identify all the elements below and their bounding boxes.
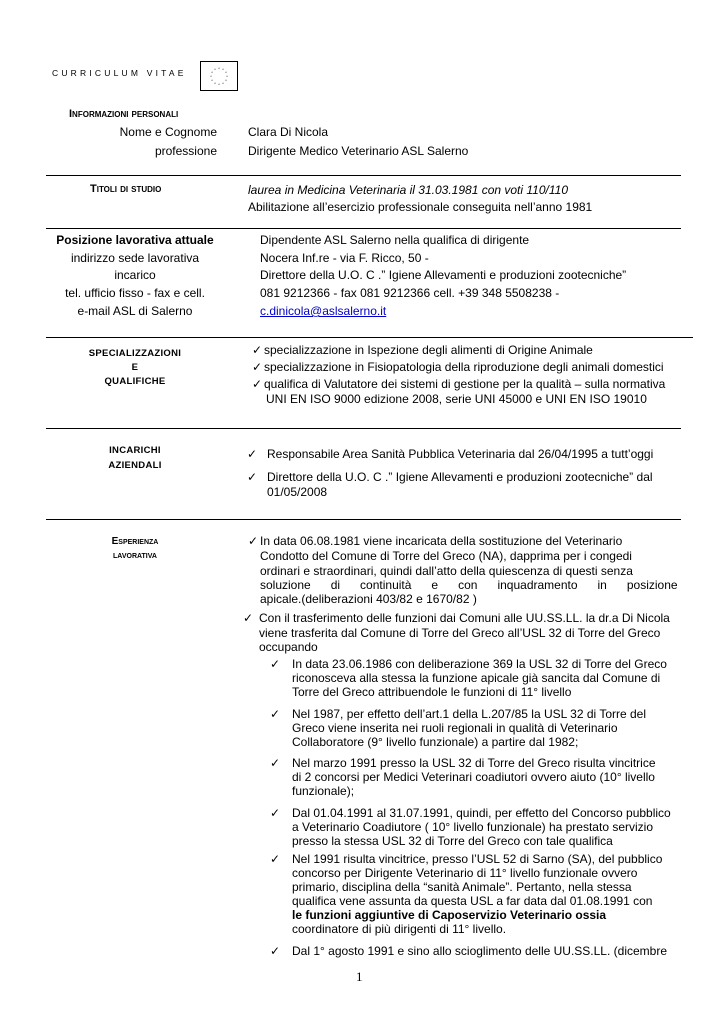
svg-text:*: * <box>211 78 213 83</box>
sub4-line-2: a Veterinario Coadiutore ( 10° livello funzionale) ha prestato servizio <box>292 820 653 834</box>
titoli-line-1: laurea in Medicina Veterinaria il 31.03.1981 con voti 110/110 <box>248 183 568 197</box>
divider-1 <box>46 175 681 176</box>
check-icon: ✓ <box>270 944 281 958</box>
sub3-line-2: di 2 concorsi per Medici Veterinari coadiutori ovvero aiuto (10° livello <box>292 770 655 784</box>
section-titoli: Titoli di studio <box>90 183 162 195</box>
posizione-value-3: Direttore della U.O. C .” Igiene Allevamenti e produzioni zootecniche” <box>260 268 627 282</box>
check-icon: ✓ <box>270 657 281 671</box>
sub3-line-3: funzionale); <box>292 784 355 798</box>
sub2-line-1: ✓ Nel 1987, per effetto dell’art.1 della L.207/85 la USL 32 di Torre del <box>270 707 647 721</box>
divider-2 <box>46 228 681 229</box>
posizione-label-2: incarico <box>114 268 156 282</box>
spec-item-1: ✓ specializzazione in Ispezione degli alimenti di Origine Animale <box>252 343 593 357</box>
spec-item-2: ✓ specializzazione in Fisiopatologia della riproduzione degli animali domestici <box>252 360 664 374</box>
spec-item-3-cont: UNI EN ISO 9000 edizione 2008, serie UNI 45000 e UNI EN ISO 19010 <box>266 392 647 406</box>
sub3-line-1: ✓ Nel marzo 1991 presso la USL 32 di Torre del Greco risulta vincitrice <box>270 756 656 770</box>
p1-line-3: ordinari e straordinari, quindi dall’atto della quiescenza di questi senza <box>260 564 633 578</box>
svg-text:*: * <box>214 67 216 72</box>
posizione-title: Posizione lavorativa attuale <box>56 233 214 247</box>
name-value: Clara Di Nicola <box>248 125 329 139</box>
sub5-line-1: ✓ Nel 1991 risulta vincitrice, presso l’USL 52 di Sarno (SA), del pubblico <box>270 852 663 866</box>
p1-line-4: soluzione di continuità e con inquadramento in posizione <box>260 578 678 592</box>
sub5-line-6: coordinatore di più dirigenti di 11° livello. <box>292 922 507 936</box>
p2-line-2: viene trasferita dal Comune di Torre del Greco all’USL 32 di Torre del Greco <box>259 626 661 640</box>
name-label: Nome e Cognome <box>119 125 217 139</box>
check-icon: ✓ <box>270 707 281 721</box>
sub4-line-1: ✓ Dal 01.04.1991 al 31.07.1991, quindi, per effetto del Concorso pubblico <box>270 806 671 820</box>
svg-text:*: * <box>226 74 228 79</box>
posizione-value-2: Nocera Inf.re - via F. Ricco, 50 - <box>260 251 429 265</box>
check-icon: ✓ <box>252 360 263 374</box>
sub5-line-2: concorso per Dirigente Veterinario di 11° livello funzionale ovvero <box>292 866 638 880</box>
titoli-line-2: Abilitazione all’esercizio professionale conseguita nell’anno 1981 <box>248 200 593 214</box>
svg-text:*: * <box>211 70 213 75</box>
p1-line-2: Condotto del Comune di Torre del Greco (NA), dapprima per i congedi <box>260 549 632 563</box>
svg-text:*: * <box>222 81 224 86</box>
sub5-line-3: primario, disciplina della “sanità Animale”. Pertanto, nella stessa <box>292 880 632 894</box>
sub1-line-3: Torre del Greco attribuendole le funzioni di 11° livello <box>292 685 572 699</box>
sub4-line-3: presso la stessa USL 32 di Torre del Greco con tale qualifica <box>292 834 613 848</box>
check-icon: ✓ <box>248 534 259 548</box>
esperienza-label-2: lavorativa <box>113 550 157 561</box>
spec-label-2: E <box>131 362 139 373</box>
sub1-line-1: ✓ In data 23.06.1986 con deliberazione 369 la USL 32 di Torre del Greco <box>270 657 667 671</box>
svg-text:*: * <box>218 82 220 87</box>
incarichi-label-2: AZIENDALI <box>108 460 162 471</box>
check-icon: ✓ <box>270 806 281 820</box>
check-icon: ✓ <box>252 343 263 357</box>
sub2-line-2: Greco viene inserita nei ruoli regionali in qualità di Veterinario <box>292 721 618 735</box>
posizione-label-3: tel. ufficio fisso - fax e cell. <box>65 286 205 300</box>
svg-text:*: * <box>222 67 224 72</box>
sub5-line-5: le funzioni aggiuntive di Caposervizio Veterinario ossia <box>292 908 607 922</box>
email-link[interactable]: c.dinicola@aslsalerno.it <box>260 304 387 318</box>
divider-4 <box>46 428 681 429</box>
svg-text:*: * <box>225 78 227 83</box>
svg-text:*: * <box>218 66 220 71</box>
svg-text:*: * <box>225 70 227 75</box>
spec-item-3: ✓ qualifica di Valutatore dei sistemi di gestione per la qualità – sulla normativa <box>252 377 666 391</box>
divider-3 <box>46 337 693 338</box>
incarichi-label-1: INCARICHI <box>109 445 161 456</box>
sub2-line-3: Collaboratore (9° livello funzionale) a partire dal 1982; <box>292 735 579 749</box>
p2-line-3: occupando <box>259 640 318 654</box>
esperienza-p1: ✓ In data 06.08.1981 viene incaricata della sostituzione del Veterinario <box>248 534 623 548</box>
sub6-line-1: ✓ Dal 1° agosto 1991 e sino allo scioglimento delle UU.SS.LL. (dicembre <box>270 944 667 958</box>
check-icon: ✓ <box>270 852 281 866</box>
posizione-value-4: 081 9212366 - fax 081 9212366 cell. +39 348 5508238 - <box>260 286 560 300</box>
posizione-value-1: Dipendente ASL Salerno nella qualifica di dirigente <box>260 233 530 247</box>
svg-text:*: * <box>210 74 212 79</box>
esperienza-label-1: Esperienza <box>111 536 159 547</box>
cv-title: CURRICULUM VITAE <box>52 68 187 78</box>
svg-text:*: * <box>214 81 216 86</box>
sub5-line-4: qualifica vene assunta da questa USL a far data dal 01.08.1991 con <box>292 894 653 908</box>
divider-5 <box>46 519 681 520</box>
profession-value: Dirigente Medico Veterinario ASL Salerno <box>248 144 469 158</box>
eu-flag-icon <box>200 61 238 91</box>
check-icon: ✓ <box>243 611 254 625</box>
check-icon: ✓ <box>270 756 281 770</box>
incarichi-item-1: ✓ Responsabile Area Sanità Pubblica Veterinaria dal 26/04/1995 a tutt’oggi <box>247 447 654 461</box>
incarichi-item-2-cont: 01/05/2008 <box>267 485 328 499</box>
posizione-label-1: indirizzo sede lavorativa <box>70 251 200 265</box>
check-icon: ✓ <box>252 377 263 391</box>
sub1-line-2: riconosceva alla stessa la funzione apicale già sancita dal Comune di <box>292 671 661 685</box>
posizione-label-4: e-mail ASL di Salerno <box>77 304 193 318</box>
esperienza-p2: ✓ Con il trasferimento delle funzioni dai Comuni alle UU.SS.LL. la dr.a Di Nicola <box>243 611 670 625</box>
check-icon: ✓ <box>247 447 258 461</box>
p1-line-5: apicale.(deliberazioni 403/82 e 1670/82 ) <box>260 592 477 606</box>
spec-label-1: SPECIALIZZAZIONI <box>88 348 182 359</box>
section-personal: Informazioni personali <box>69 108 179 120</box>
profession-label: professione <box>154 144 217 158</box>
check-icon: ✓ <box>247 470 258 484</box>
spec-label-3: QUALIFICHE <box>104 376 166 387</box>
incarichi-item-2: ✓ Direttore della U.O. C .” Igiene Allevamenti e produzioni zootecniche” dal <box>247 470 653 484</box>
page-number: 1 <box>356 969 363 984</box>
